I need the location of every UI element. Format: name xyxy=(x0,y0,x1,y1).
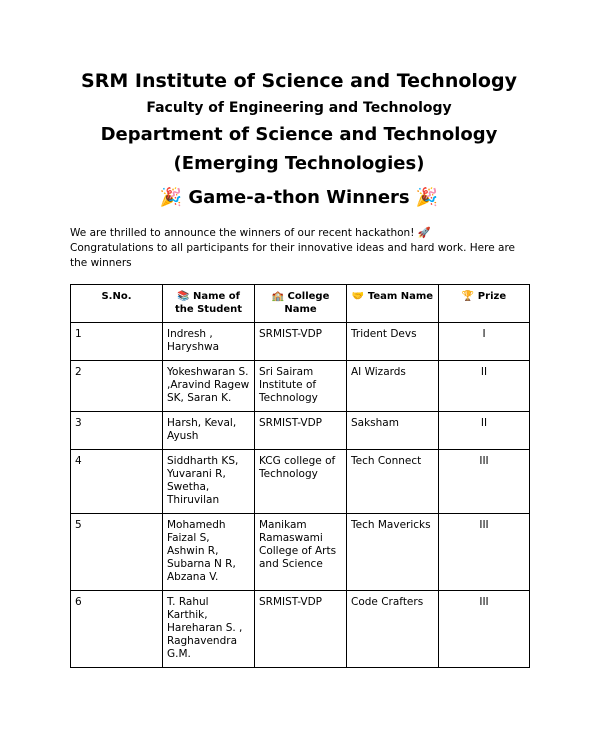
cell-college: SRMIST-VDP xyxy=(255,323,347,361)
cell-student: Indresh , Haryshwa xyxy=(163,323,255,361)
cell-prize: III xyxy=(439,514,530,591)
cell-sno: 4 xyxy=(71,450,163,514)
cell-sno: 3 xyxy=(71,412,163,450)
cell-team: Tech Mavericks xyxy=(347,514,439,591)
header-sno: S.No. xyxy=(71,285,163,323)
table-row xyxy=(71,412,530,450)
cell-sno: 5 xyxy=(71,514,163,591)
intro-paragraph xyxy=(70,226,532,271)
winners-heading: 🎉 Game-a-thon Winners 🎉 xyxy=(159,187,439,208)
cell-student: Yokeshwaran S. ,Aravind Ragew SK, Saran K. xyxy=(163,361,255,412)
intro-line-1: We are thrilled to announce the winners of our recent hackathon! 🚀 xyxy=(70,227,431,239)
cell-team: AI Wizards xyxy=(347,361,439,412)
faculty-title: Faculty of Engineering and Technology xyxy=(146,100,452,116)
cell-team: Saksham xyxy=(347,412,439,450)
cell-college: SRMIST-VDP xyxy=(255,591,347,668)
cell-student: T. Rahul Karthik, Hareharan S. , Raghavendra G.M. xyxy=(163,591,255,668)
table-header-row xyxy=(71,285,530,323)
intro-line-2: Congratulations to all participants for their innovative ideas and hard work. Here are the winners xyxy=(70,242,516,269)
cell-student: Mohamedh Faizal S, Ashwin R, Subarna N R, Abzana V. xyxy=(163,514,255,591)
institute-title: SRM Institute of Science and Technology xyxy=(81,70,517,92)
cell-student: Harsh, Keval, Ayush xyxy=(163,412,255,450)
subdepartment-title: (Emerging Technologies) xyxy=(173,153,425,174)
cell-college: SRMIST-VDP xyxy=(255,412,347,450)
cell-student: Siddharth KS, Yuvarani R, Swetha, Thiruvilan xyxy=(163,450,255,514)
header-team: 🤝 Team Name xyxy=(347,285,439,323)
header-prize: 🏆 Prize xyxy=(439,285,530,323)
cell-prize: I xyxy=(439,323,530,361)
header-student: 📚 Name of the Student xyxy=(163,285,255,323)
cell-prize: II xyxy=(439,412,530,450)
department-title: Department of Science and Technology xyxy=(100,124,498,145)
cell-prize: III xyxy=(439,591,530,668)
cell-sno: 2 xyxy=(71,361,163,412)
table-row xyxy=(71,514,530,591)
cell-college: Sri Sairam Institute of Technology xyxy=(255,361,347,412)
winners-table xyxy=(70,284,530,668)
table-row xyxy=(71,323,530,361)
cell-college: Manikam Ramaswami College of Arts and Science xyxy=(255,514,347,591)
cell-team: Tech Connect xyxy=(347,450,439,514)
cell-team: Code Crafters xyxy=(347,591,439,668)
cell-prize: II xyxy=(439,361,530,412)
cell-prize: III xyxy=(439,450,530,514)
cell-sno: 1 xyxy=(71,323,163,361)
table-row xyxy=(71,591,530,668)
cell-team: Trident Devs xyxy=(347,323,439,361)
cell-college: KCG college of Technology xyxy=(255,450,347,514)
table-row xyxy=(71,450,530,514)
cell-sno: 6 xyxy=(71,591,163,668)
table-row xyxy=(71,361,530,412)
header-college: 🏫 College Name xyxy=(255,285,347,323)
